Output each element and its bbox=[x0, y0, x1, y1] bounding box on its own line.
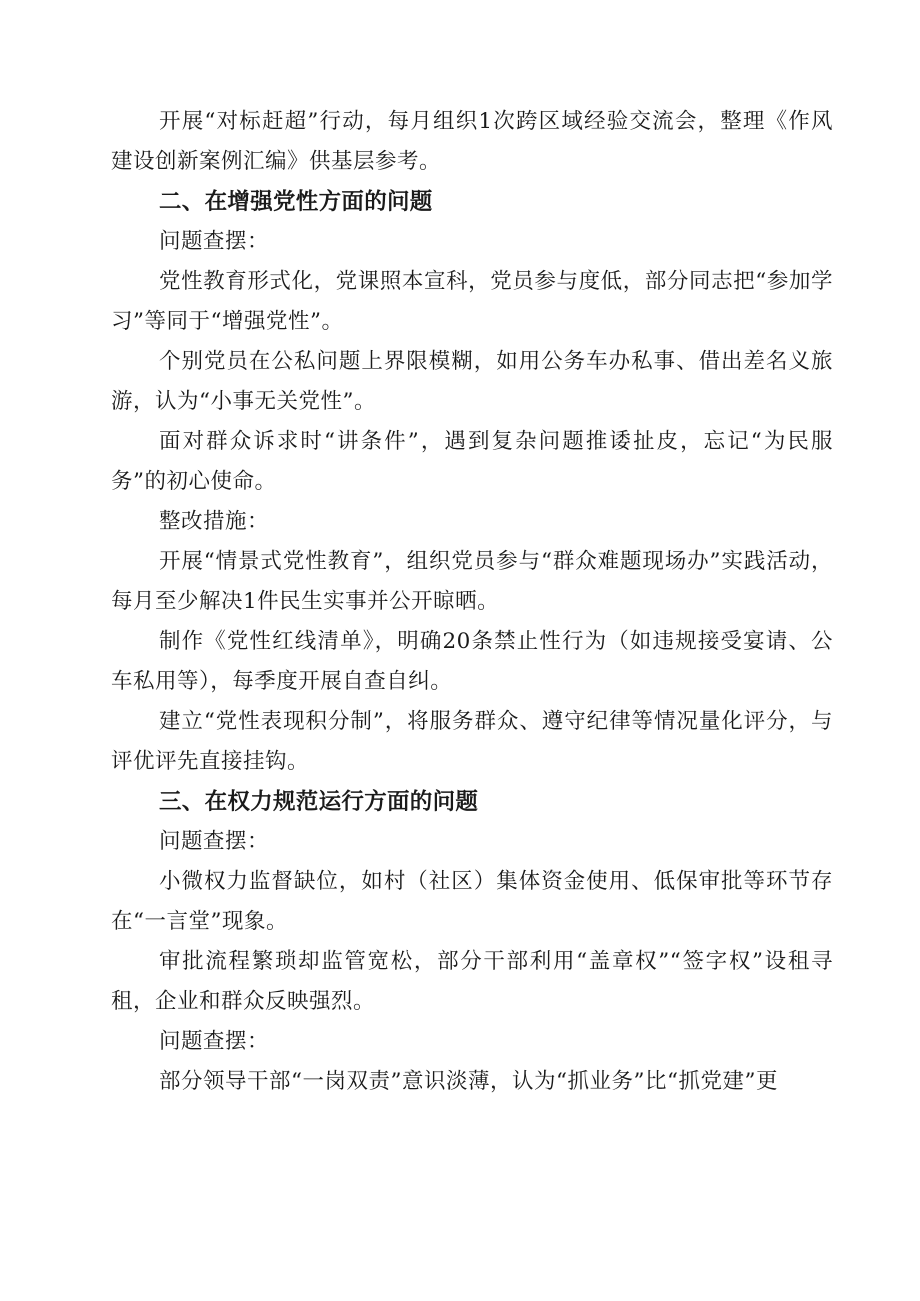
intro-paragraph: 开展“对标赶超”行动，每月组织1次跨区域经验交流会，整理《作风建设创新案例汇编》供基层参考。 bbox=[111, 109, 833, 174]
section-2-problems-label: 问题查摆： bbox=[159, 229, 270, 254]
section-3-problems-label-2: 问题查摆： bbox=[159, 1029, 270, 1054]
section-3-heading: 三、在权力规范运行方面的问题 bbox=[159, 789, 479, 815]
section-2-measure-2: 制作《党性红线清单》，明确20条禁止性行为（如违规接受宴请、公车私用等），每季度开展自查自纠。 bbox=[111, 629, 833, 694]
section-3-problems-label: 问题查摆： bbox=[159, 829, 270, 854]
section-2-measure-1: 开展“情景式党性教育”，组织党员参与“群众难题现场办”实践活动，每月至少解决1件民生实事并公开晾晒。 bbox=[111, 549, 833, 614]
section-3-problem-1: 小微权力监督缺位，如村（社区）集体资金使用、低保审批等环节存在“一言堂”现象。 bbox=[111, 869, 833, 934]
section-2-problem-3: 面对群众诉求时“讲条件”，遇到复杂问题推诿扯皮，忘记“为民服务”的初心使命。 bbox=[111, 429, 833, 494]
section-2-measure-3: 建立“党性表现积分制”，将服务群众、遵守纪律等情况量化评分，与评优评先直接挂钩。 bbox=[111, 709, 833, 774]
section-2-problem-2: 个别党员在公私问题上界限模糊，如用公务车办私事、借出差名义旅游，认为“小事无关党性”。 bbox=[111, 349, 833, 414]
section-3-problem-3: 部分领导干部“一岗双责”意识淡薄，认为“抓业务”比“抓党建”更 bbox=[159, 1069, 778, 1094]
section-3-problem-2: 审批流程繁琐却监管宽松，部分干部利用“盖章权”“签字权”设租寻租，企业和群众反映强烈。 bbox=[111, 949, 833, 1014]
section-2-problem-1: 党性教育形式化，党课照本宣科，党员参与度低，部分同志把“参加学习”等同于“增强党性”。 bbox=[111, 269, 833, 334]
section-2-heading: 二、在增强党性方面的问题 bbox=[159, 189, 433, 215]
section-2-measures-label: 整改措施： bbox=[159, 509, 270, 534]
document-body bbox=[111, 102, 833, 1102]
